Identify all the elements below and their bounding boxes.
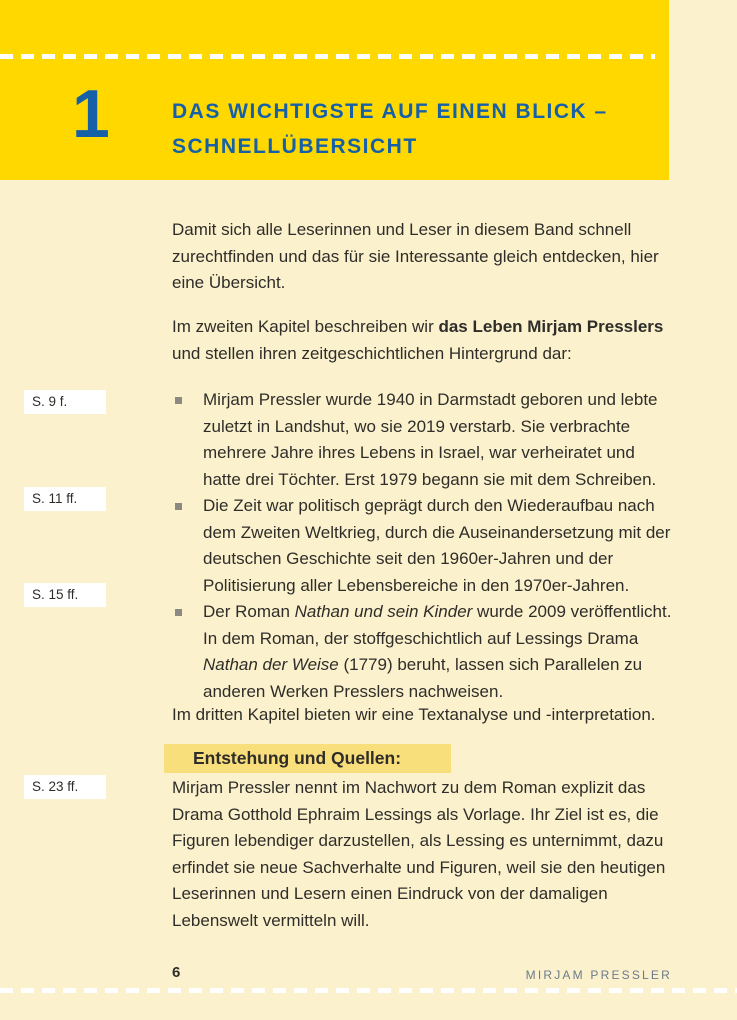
chapter-title xyxy=(172,94,608,164)
list-item-text: Mirjam Pressler wurde 1940 in Darmstadt geboren und lebte zuletzt in Landshut, wo sie 2019 verstarb. Sie verbrachte mehrere Jahre ihres Lebens in Israel, war verheiratet und hatte drei Töchter. Erst 1979 begann sie mit dem Schreiben. xyxy=(203,390,658,489)
chapter-number: 1 xyxy=(72,76,110,152)
square-bullet-icon xyxy=(175,397,182,404)
intro-paragraph: Damit sich alle Leserinnen und Leser in diesem Band schnell zurechtfinden und das für sie Interessante gleich entdecken, hier eine Übersicht. xyxy=(172,220,659,292)
list-item-text: Der Roman Nathan und sein Kinder wurde 2009 veröffentlicht. In dem Roman, der stoffgeschichtlich auf Lessings Drama Nathan der Weise (1779) beruht, lassen sich Parallelen zu anderen Werken Presslers nachweisen. xyxy=(203,602,672,701)
top-dashed-divider xyxy=(0,54,655,59)
running-title: MIRJAM PRESSLER xyxy=(525,968,672,982)
list-item xyxy=(172,387,675,493)
list-item xyxy=(172,599,675,705)
bottom-dashed-divider xyxy=(0,988,737,993)
chapter2-paragraph: Im zweiten Kapitel beschreiben wir das Leben Mirjam Presslers und stellen ihren zeitgeschichtlichen Hintergrund dar: xyxy=(172,317,664,363)
overview-bullet-list xyxy=(172,387,675,705)
page-reference-label: S. 15 ff. xyxy=(24,583,106,607)
square-bullet-icon xyxy=(175,503,182,510)
section-paragraph: Mirjam Pressler nennt im Nachwort zu dem Roman explizit das Drama Gotthold Ephraim Lessings als Vorlage. Ihr Ziel ist es, die Figuren lebendiger darzustellen, als Lessing es unternimmt, dazu erfindet sie neue Sachverhalte und Figuren, weil sie den heutigen Leserinnen und Lesern einen Eindruck von der damaligen Lebenswelt vermitteln will. xyxy=(172,778,666,930)
page-reference-label: S. 9 f. xyxy=(24,390,106,414)
chapter-title-line1: DAS WICHTIGSTE AUF EINEN BLICK – xyxy=(172,100,608,123)
page-reference-label: S. 11 ff. xyxy=(24,487,106,511)
list-item xyxy=(172,493,675,599)
page-reference-label: S. 23 ff. xyxy=(24,775,106,799)
square-bullet-icon xyxy=(175,609,182,616)
list-item-text: Die Zeit war politisch geprägt durch den Wiederaufbau nach dem Zweiten Weltkrieg, durch die Auseinandersetzung mit der deutschen Geschichte seit den 1960er-Jahren und der Politisierung aller Lebensbereiche in den 1970er-Jahren. xyxy=(203,496,671,595)
page-number: 6 xyxy=(172,964,181,981)
chapter3-paragraph: Im dritten Kapitel bieten wir eine Textanalyse und -interpretation. xyxy=(172,705,656,724)
section-heading-highlight: Entstehung und Quellen: xyxy=(164,744,451,773)
chapter-title-line2: SCHNELLÜBERSICHT xyxy=(172,135,418,158)
